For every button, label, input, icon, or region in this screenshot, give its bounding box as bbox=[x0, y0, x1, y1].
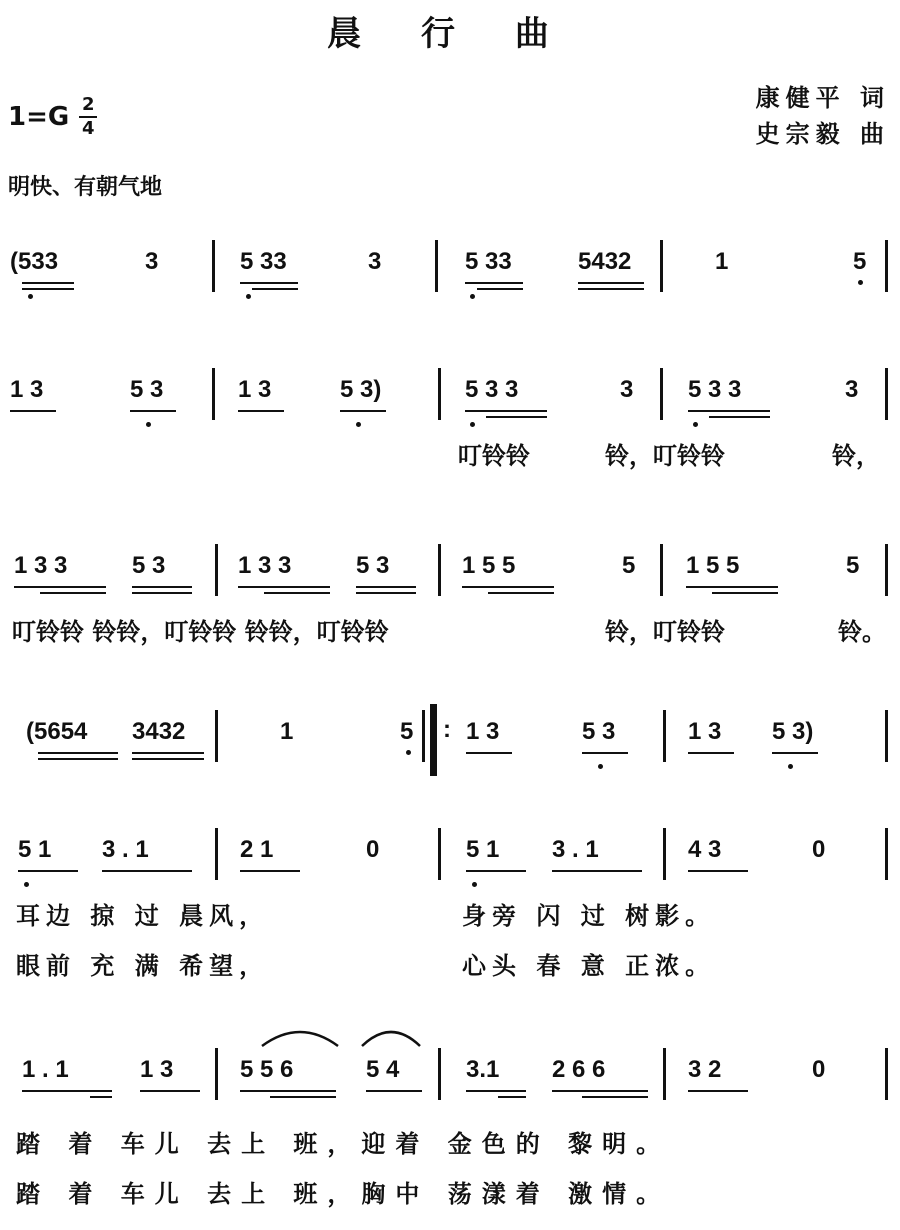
note-group: 0 bbox=[812, 1056, 826, 1083]
bar-line bbox=[663, 1048, 666, 1100]
tempo-marking: 明快、有朝气地 bbox=[8, 175, 163, 200]
note-group: 1 . 1 bbox=[22, 1056, 69, 1083]
bar-line bbox=[885, 828, 888, 880]
lyric-text: 眼前 充 满 希望， bbox=[16, 952, 270, 980]
bar-line bbox=[885, 544, 888, 596]
lyric-line-verse-1 bbox=[0, 1124, 900, 1164]
lyric-text: 叮铃铃 bbox=[458, 442, 530, 470]
note-group: 5 1 bbox=[466, 836, 500, 863]
time-numerator: 2 bbox=[81, 94, 95, 115]
note-group: 3 bbox=[368, 248, 382, 275]
note-group: 3 . 1 bbox=[552, 836, 599, 863]
lyric-line-verse-1 bbox=[0, 896, 900, 936]
lyric-text: 铃，叮铃铃 bbox=[605, 618, 725, 646]
note-group: 3432 bbox=[132, 718, 186, 745]
note-group: 1 5 5 bbox=[462, 552, 516, 579]
note-group: 3 2 bbox=[688, 1056, 722, 1083]
note-group: 1 3 3 bbox=[14, 552, 68, 579]
note-group: 5 33 bbox=[465, 248, 512, 275]
bar-line bbox=[215, 710, 218, 762]
lyric-text: 耳边 掠 过 晨风， bbox=[16, 902, 270, 930]
bar-line bbox=[660, 368, 663, 420]
time-signature bbox=[79, 96, 97, 138]
bar-line bbox=[212, 368, 215, 420]
repeat-bar-thick bbox=[430, 704, 437, 776]
bar-line bbox=[438, 544, 441, 596]
lyric-text: 踏 着 车儿 去上 班，迎着 金色的 黎明。 bbox=[16, 1130, 671, 1158]
note-group: 5 5 6 bbox=[240, 1056, 294, 1083]
slur bbox=[360, 1026, 422, 1048]
repeat-bar-thin bbox=[422, 710, 425, 762]
note-group: 1 3 bbox=[140, 1056, 174, 1083]
key-label: 1=G bbox=[8, 102, 70, 132]
note-group: 0 bbox=[366, 836, 380, 863]
bar-line bbox=[438, 1048, 441, 1100]
lyric-text: 踏 着 车儿 去上 班，胸中 荡漾着 激情。 bbox=[16, 1180, 671, 1208]
note-group: 5 3 bbox=[356, 552, 390, 579]
score-row-1 bbox=[0, 248, 900, 318]
lyric-text: 铃， bbox=[832, 442, 880, 470]
note-group: 1 3 bbox=[688, 718, 722, 745]
bar-line bbox=[660, 544, 663, 596]
note-group: 5 3) bbox=[772, 718, 814, 745]
note-group: 5 3 3 bbox=[465, 376, 519, 403]
bar-line bbox=[215, 1048, 218, 1100]
score-row-6 bbox=[0, 1056, 900, 1126]
lyric-text: 心头 春 意 正浓。 bbox=[462, 952, 716, 980]
note-group: 3 . 1 bbox=[102, 836, 149, 863]
repeat-dots: : bbox=[443, 716, 451, 743]
note-group: 1 3 bbox=[238, 376, 272, 403]
note-group: 5 bbox=[400, 718, 414, 745]
note-group: 5 1 bbox=[18, 836, 52, 863]
bar-line bbox=[438, 368, 441, 420]
note-group: 5 3 3 bbox=[688, 376, 742, 403]
note-group: 5 bbox=[846, 552, 860, 579]
bar-line bbox=[435, 240, 438, 292]
bar-line bbox=[885, 368, 888, 420]
bar-line bbox=[215, 544, 218, 596]
bar-line bbox=[215, 828, 218, 880]
note-group: 1 3 3 bbox=[238, 552, 292, 579]
note-group: 5432 bbox=[578, 248, 632, 275]
bar-line bbox=[212, 240, 215, 292]
note-group: 1 bbox=[280, 718, 294, 745]
note-group: 2 1 bbox=[240, 836, 274, 863]
bar-line bbox=[885, 240, 888, 292]
bar-line bbox=[438, 828, 441, 880]
lyric-line bbox=[0, 436, 900, 476]
note-group: 5 3 bbox=[132, 552, 166, 579]
note-group: 1 3 bbox=[10, 376, 44, 403]
lyric-text: 叮铃铃 铃铃，叮铃铃 铃铃，叮铃铃 bbox=[12, 618, 389, 646]
bar-line bbox=[663, 828, 666, 880]
lyric-text: 铃。 bbox=[838, 618, 886, 646]
composer-credit: 史宗毅 曲 bbox=[755, 120, 890, 148]
note-group: 2 6 6 bbox=[552, 1056, 606, 1083]
note-group: (533 bbox=[10, 248, 59, 275]
bar-line bbox=[885, 710, 888, 762]
note-group: 5 3 bbox=[130, 376, 164, 403]
bar-line bbox=[663, 710, 666, 762]
note-group: 5 33 bbox=[240, 248, 287, 275]
note-group: 5 4 bbox=[366, 1056, 400, 1083]
note-group: 3 bbox=[620, 376, 634, 403]
note-group: 0 bbox=[812, 836, 826, 863]
lyric-line-verse-2 bbox=[0, 946, 900, 986]
credits bbox=[756, 80, 890, 152]
note-group: 1 5 5 bbox=[686, 552, 740, 579]
lyric-text: 身旁 闪 过 树影。 bbox=[462, 902, 716, 930]
note-group: 4 3 bbox=[688, 836, 722, 863]
song-title: 晨 行 曲 bbox=[327, 14, 573, 54]
bar-line bbox=[660, 240, 663, 292]
lyricist-credit: 康健平 词 bbox=[755, 84, 890, 112]
note-group: 3 bbox=[145, 248, 159, 275]
lyric-text: 铃，叮铃铃 bbox=[605, 442, 725, 470]
note-group: 1 3 bbox=[466, 718, 500, 745]
key-signature bbox=[8, 96, 97, 138]
note-group: 3.1 bbox=[466, 1056, 500, 1083]
lyric-line bbox=[0, 612, 900, 652]
note-group: 5 3) bbox=[340, 376, 382, 403]
note-group: 1 bbox=[715, 248, 729, 275]
lyric-line-verse-2 bbox=[0, 1174, 900, 1214]
note-group: 3 bbox=[845, 376, 859, 403]
note-group: 5 3 bbox=[582, 718, 616, 745]
note-group: 5 bbox=[853, 248, 867, 275]
note-group: (5654 bbox=[26, 718, 88, 745]
note-group: 5 bbox=[622, 552, 636, 579]
bar-line bbox=[885, 1048, 888, 1100]
time-denominator: 4 bbox=[81, 118, 95, 139]
slur bbox=[260, 1026, 340, 1048]
score-row-4 bbox=[0, 718, 900, 788]
